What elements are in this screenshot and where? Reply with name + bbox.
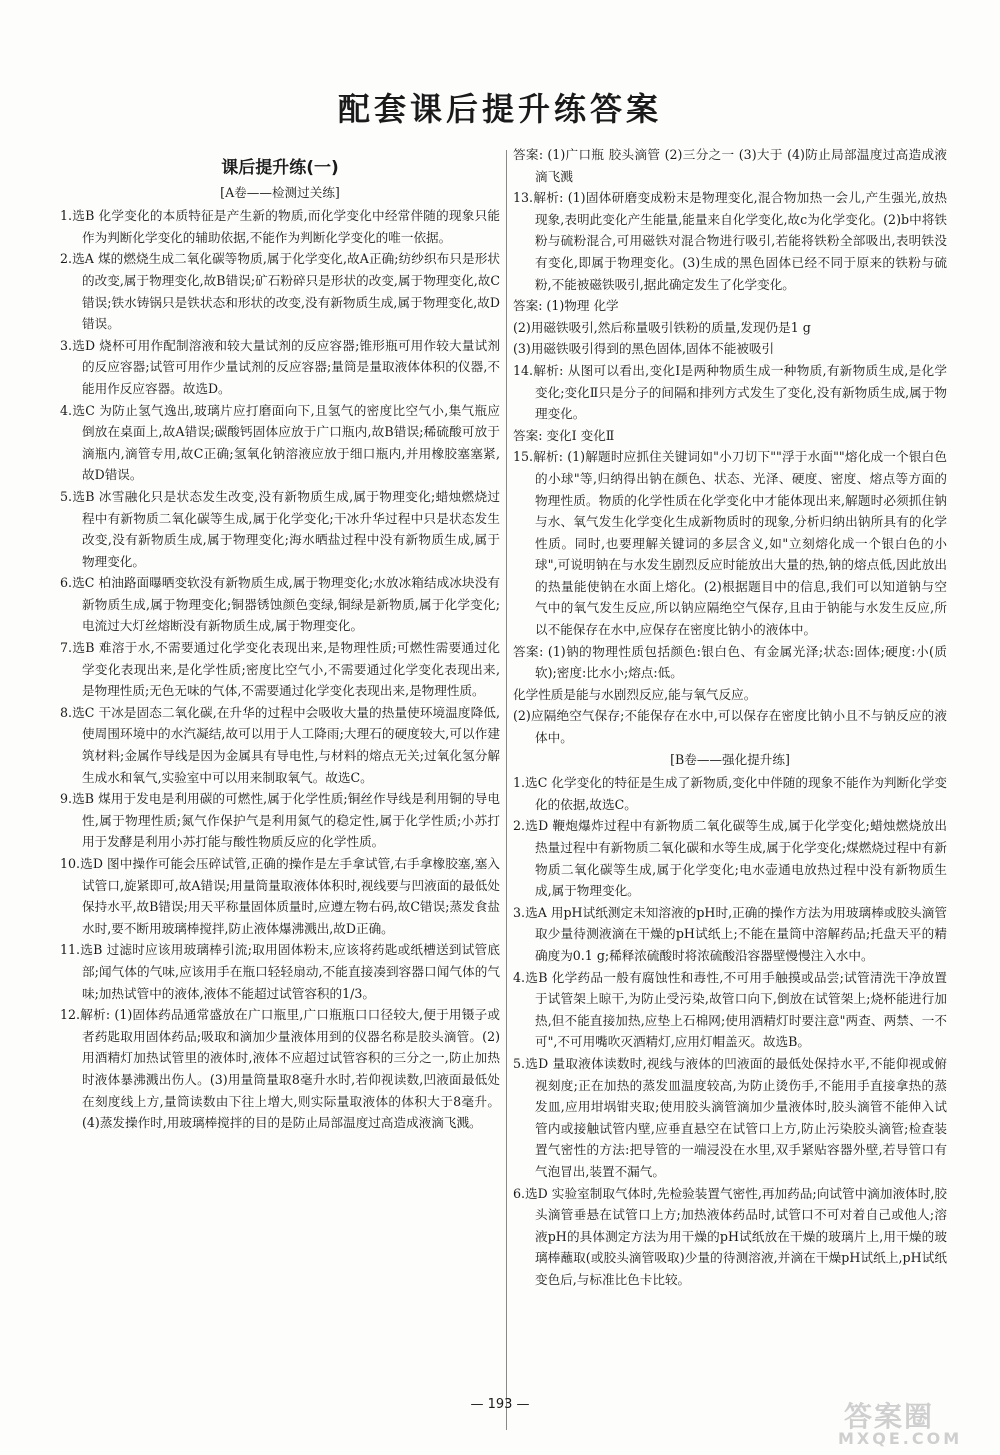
answer-item: (2)应隔绝空气保存;不能保存在水中,可以保存在密度比钠小且不与钠反应的液体中。	[513, 708, 947, 746]
answer-item: 5.选B 冰雪融化只是状态发生改变,没有新物质生成,属于物理变化;蜡烛燃烧过程中有新物质二氧化碳等生成,属于化学变化;干冰升华过程中只是状态发生改变,没有新物质生成,属于物理变化;海水晒盐过程中没有新物质生成,属于物理变化。	[60, 488, 500, 569]
answer-item: 11.选B 过滤时应该用玻璃棒引流;取用固体粉末,应该将药匙或纸槽送到试管底部;闻气体的气味,应该用手在瓶口轻轻扇动,不能直接凑到容器口闻气体的气味;加热试管中的液体,液体不能超过试管容积的1/3。	[60, 942, 500, 1001]
answer-item: 13.解析: (1)固体研磨变成粉末是物理变化,混合物加热一会儿,产生强光,放热现象,表明此变化产生能量,能量来自化学变化,故c为化学变化。(2)b中将铁粉与硫粉混合,可用磁铁对混合物进行吸引,若能将铁粉全部吸出,表明铁没有变化,即属于物理变化。(3)生成的黑色固体已经不同于原来的铁粉与硫粉,不能被磁铁吸引,据此确定发生了化学变化。	[513, 190, 947, 292]
answer-item: 1.选B 化学变化的本质特征是产生新的物质,而化学变化中经常伴随的现象只能作为判断化学变化的辅助依据,不能作为判断化学变化的唯一依据。	[60, 208, 500, 245]
answer-item: 8.选C 干冰是固态二氧化碳,在升华的过程中会吸收大量的热量使环境温度降低,使周围环境中的水汽凝结,故可以用于人工降雨;大理石的硬度较大,可以作建筑材料;金属作导线是因为金属具有导电性,与材料的熔点无关;过氧化氢分解生成水和氧气,实验室中可以用来制取氧气。故选C。	[60, 704, 500, 785]
answer-item: 12.解析: (1)固体药品通常盛放在广口瓶里,广口瓶瓶口口径较大,便于用镊子或者药匙取用固体药品;吸取和滴加少量液体用到的仪器名称是胶头滴管。(2)用酒精灯加热试管里的液体时,液体不应超过试管容积的三分之一,防止加热时液体暴沸溅出伤人。(3)用量筒量取8毫升水时,若仰视读数,凹液面最低处在刻度线上方,量筒读数由下往上增大,则实际量取液体的体积大于8毫升。(4)蒸发操作时,用玻璃棒搅拌的目的是防止局部温度过高造成液滴飞溅。	[60, 1007, 500, 1131]
b-volume-title: [B卷——强化提升练]	[670, 751, 790, 767]
answer-item: 答案: (1)物理 化学	[513, 298, 619, 314]
answer-item: 3.选D 烧杯可用作配制溶液和较大量试剂的反应容器;锥形瓶可用作较大量试剂的反应容器;试管可用作少量试剂的反应容器;量筒是量取液体体积的仪器,不能用作反应容器。故选D。	[60, 337, 500, 396]
answer-item: 5.选D 量取液体读数时,视线与液体的凹液面的最低处保持水平,不能仰视或俯视刻度;正在加热的蒸发皿温度较高,为防止烫伤手,不能用手直接拿热的蒸发皿,应用坩埚钳夹取;使用胶头滴管滴加少量液体时,胶头滴管不能伸入试管内或接触试管内壁,应垂直悬空在试管口上方,防止污染胶头滴管;检查装置气密性的方法:把导管的一端浸没在水里,双手紧贴容器外壁,若导管口有气泡冒出,装置不漏气。	[513, 1055, 947, 1179]
answer-item: 6.选D 实验室制取气体时,先检验装置气密性,再加药品;向试管中滴加液体时,胶头滴管垂悬在试管口上方;加热液体药品时,试管口不可对着自己或他人;溶液pH的具体测定方法为用干燥的pH试纸放在干燥的玻璃片上,用干燥的玻璃棒蘸取(或胶头滴管吸取)少量的待测溶液,并滴在干燥pH试纸上,pH试纸变色后,与标准比色卡比较。	[513, 1185, 947, 1287]
watermark-logo	[826, 1395, 992, 1451]
answer-item: 14.解析: 从图可以看出,变化Ⅰ是两种物质生成一种物质,有新物质生成,是化学变化;变化Ⅱ只是分子的间隔和排列方式发生了变化,没有新物质生成,属于物理变化。	[513, 362, 947, 422]
section-title: 课后提升练(一)	[221, 158, 339, 178]
answer-item: 6.选C 柏油路面曝晒变软没有新物质生成,属于物理变化;水放冰箱结成冰块没有新物质生成,属于物理变化;铜器锈蚀颜色变绿,铜绿是新物质,属于化学变化;电流过大灯丝熔断没有新物质生成,属于物理变化。	[60, 575, 500, 634]
answer-item: 10.选D 图中操作可能会压碎试管,正确的操作是左手拿试管,右手拿橡胶塞,塞入试管口,旋紧即可,故A错误;用量筒量取液体体积时,视线要与凹液面的最低处保持水平,故B错误;用天平称量固体质量时,应遵左物右码,故C错误;蒸发食盐水时,要不断用玻璃棒搅拌,防止液体爆沸溅出,故D正确。	[60, 856, 500, 936]
answer-item: 1.选C 化学变化的特征是生成了新物质,变化中伴随的现象不能作为判断化学变化的依据,故选C。	[513, 775, 947, 812]
answer-item: 2.选A 煤的燃烧生成二氧化碳等物质,属于化学变化,故A正确;纺纱织布只是形状的改变,属于物理变化,故B错误;矿石粉碎只是形状的改变,属于物理变化,故C错误;铁水铸锅只是铁状态和形状的改变,没有新物质生成,属于物理变化,故D错误。	[60, 251, 500, 332]
column-divider	[506, 150, 507, 1430]
answer-item: 答案: (1)钠的物理性质包括颜色:银白色、有金属光泽;状态:固体;硬度:小(质软);密度:比水小;熔点:低。	[513, 643, 947, 681]
answer-item: 4.选B 化学药品一般有腐蚀性和毒性,不可用手触摸或品尝;试管清洗干净放置于试管架上晾干,为防止受污染,故管口向下,倒放在试管架上;烧杯能进行加热,但不能直接加热,应垫上石棉网;使用酒精灯时要注意"两查、两禁、一不可",不可用嘴吹灭酒精灯,应用灯帽盖灭。故选B。	[513, 969, 947, 1050]
answer-item: 7.选B 难溶于水,不需要通过化学变化表现出来,是物理性质;可燃性需要通过化学变化表现出来,是化学性质;密度比空气小,不需要通过化学变化表现出来,是物理性质;无色无味的气体,不需要通过化学变化表现出来,是物理性质。	[60, 640, 500, 699]
answer-item: 化学性质是能与水剧烈反应,能与氧气反应。	[513, 686, 757, 702]
a-volume-title: [A卷——检测过关练]	[220, 184, 340, 200]
page-title: 配套课后提升练答案	[337, 90, 662, 128]
right-column	[513, 144, 947, 1424]
answer-item: 答案: (1)广口瓶 胶头滴管 (2)三分之一 (3)大于 (4)防止局部温度过高造成液滴飞溅	[513, 147, 947, 184]
watermark-en: MXQE.COM	[838, 1429, 963, 1448]
page-number: — 193 —	[470, 1397, 530, 1412]
answer-item: 答案: 变化Ⅰ 变化Ⅱ	[513, 427, 615, 443]
answer-item: 2.选D 鞭炮爆炸过程中有新物质二氧化碳等生成,属于化学变化;蜡烛燃烧放出热量过程中有新物质二氧化碳和水等生成,属于化学变化;煤燃烧过程中有新物质二氧化碳等生成,属于化学变化;电水壶通电放热过程中没有新物质生成,属于物理变化。	[513, 818, 947, 899]
left-column	[60, 152, 500, 1432]
answer-item: 9.选B 煤用于发电是利用碳的可燃性,属于化学性质;铜丝作导线是利用铜的导电性,属于物理性质;氮气作保护气是利用氮气的稳定性,属于化学性质;小苏打用于发酵是利用小苏打能与酸性物质反应的化学性质。	[60, 791, 500, 850]
answer-item: (2)用磁铁吸引,然后称量吸引铁粉的质量,发现仍是1 g	[513, 319, 811, 335]
answer-item: (3)用磁铁吸引得到的黑色固体,固体不能被吸引	[513, 341, 775, 357]
watermark-cn: 答案圈	[844, 1400, 935, 1433]
answer-item: 15.解析: (1)解题时应抓住关键词如"小刀切下""浮于水面""熔化成一个银白色的小球"等,归纳得出钠在颜色、状态、光泽、硬度、密度、熔点等方面的物理性质。物质的化学性质在化学变化中才能体现出来,解题时必须抓住钠与水、氧气发生化学变化生成新物质时的现象,分析归纳出钠所具有的化学性质。同时,也要理解关键词的多层含义,如"立刻熔化成一个银白色的小球",可说明钠在与水发生剧烈反应时能放出大量的热,钠的熔点低,因此放出的热量能使钠在水面上熔化。(2)根据题目中的信息,我们可以知道钠与空气中的氧气发生反应,所以钠应隔绝空气保存,且由于钠能与水发生反应,所以不能保存在水中,应保存在密度比钠小的液体中。	[513, 449, 947, 638]
answer-item: 3.选A 用pH试纸测定未知溶液的pH时,正确的操作方法为用玻璃棒或胶头滴管取少量待测液滴在干燥的pH试纸上;不能在量筒中溶解药品;托盘天平的精确度为0.1 g;稀释浓硫酸时将浓硫酸沿容器壁慢慢注入水中。	[513, 904, 947, 963]
answer-item: 4.选C 为防止氢气逸出,玻璃片应打磨面向下,且氢气的密度比空气小,集气瓶应倒放在桌面上,故A错误;碳酸钙固体应放于广口瓶内,故B错误;稀硫酸可放于滴瓶内,滴管专用,故C正确;氢氧化钠溶液应放于细口瓶内,并用橡胶塞塞紧,故D错误。	[60, 402, 500, 483]
